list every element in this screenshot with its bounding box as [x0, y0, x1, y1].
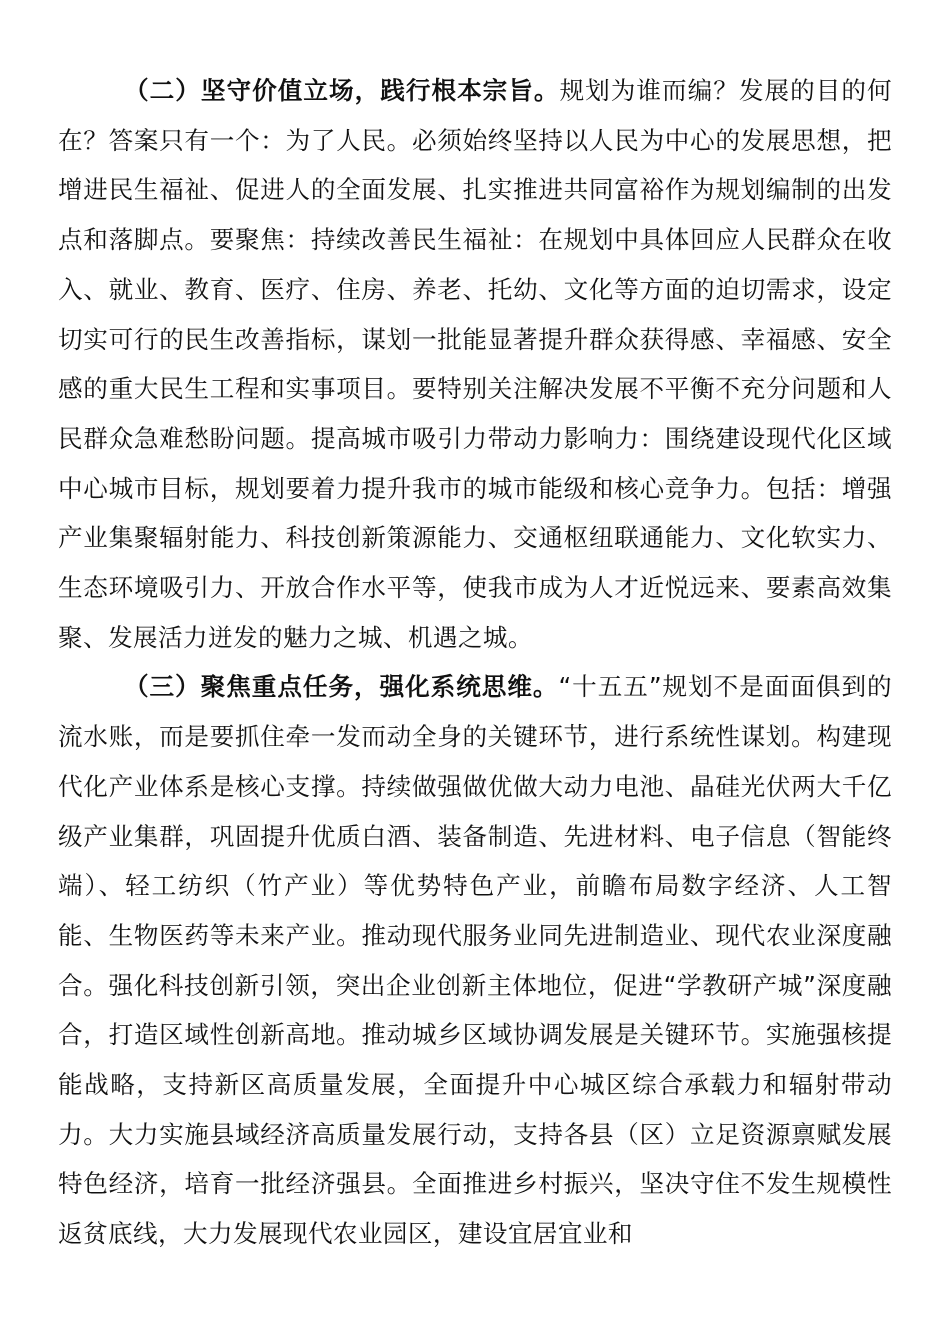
paragraph-3 — [58, 662, 892, 1258]
section-heading-3: （三）聚焦重点任务，强化系统思维。 — [124, 672, 559, 702]
section-heading-2: （二）坚守价值立场，践行根本宗旨。 — [124, 76, 560, 105]
paragraph-body-2: 规划为谁而编？发展的目的何在？答案只有一个：为了人民。必须始终坚持以人民为中心的发展思想，把增进民生福祉、促进人的全面发展、扎实推进共同富裕作为规划编制的出发点和落脚点。要聚焦：持续改善民生福祉：在规划中具体回应人民群众在收入、就业、教育、医疗、住房、养老、托幼、文化等方面的迫切需求，设定切实可行的民生改善指标，谋划一批能显著提升群众获得感、幸福感、安全感的重大民生工程和实事项目。要特别关注解决发展不平衡不充分问题和人民群众急难愁盼问题。提高城市吸引力带动力影响力：围绕建设现代化区域中心城市目标，规划要着力提升我市的城市能级和核心竞争力。包括：增强产业集聚辐射能力、科技创新策源能力、交通枢纽联通能力、文化软实力、生态环境吸引力、开放合作水平等，使我市成为人才近悦远来、要素高效集聚、发展活力迸发的魅力之城、机遇之城。 — [58, 76, 893, 652]
paragraph-body-3: “十五五”规划不是面面俱到的流水账，而是要抓住牵一发而动全身的关键环节，进行系统性谋划。构建现代化产业体系是核心支撑。持续做强做优做大动力电池、晶硅光伏两大千亿级产业集群，巩固提升优质白酒、装备制造、先进材料、电子信息（智能终端）、轻工纺织（竹产业）等优势特色产业，前瞻布局数字经济、人工智能、生物医药等未来产业。推动现代服务业同先进制造业、现代农业深度融合。强化科技创新引领，突出企业创新主体地位，促进“学教研产城”深度融合，打造区域性创新高地。推动城乡区域协调发展是关键环节。实施强核提能战略，支持新区高质量发展，全面提升中心城区综合承载力和辐射带动力。大力实施县域经济高质量发展行动，支持各县（区）立足资源禀赋发展特色经济，培育一批经济强县。全面推进乡村振兴，坚决守住不发生规模性返贫底线，大力发展现代农业园区，建设宜居宜业和 — [58, 672, 892, 1249]
document-page — [58, 66, 892, 1259]
paragraph-2 — [58, 66, 892, 662]
